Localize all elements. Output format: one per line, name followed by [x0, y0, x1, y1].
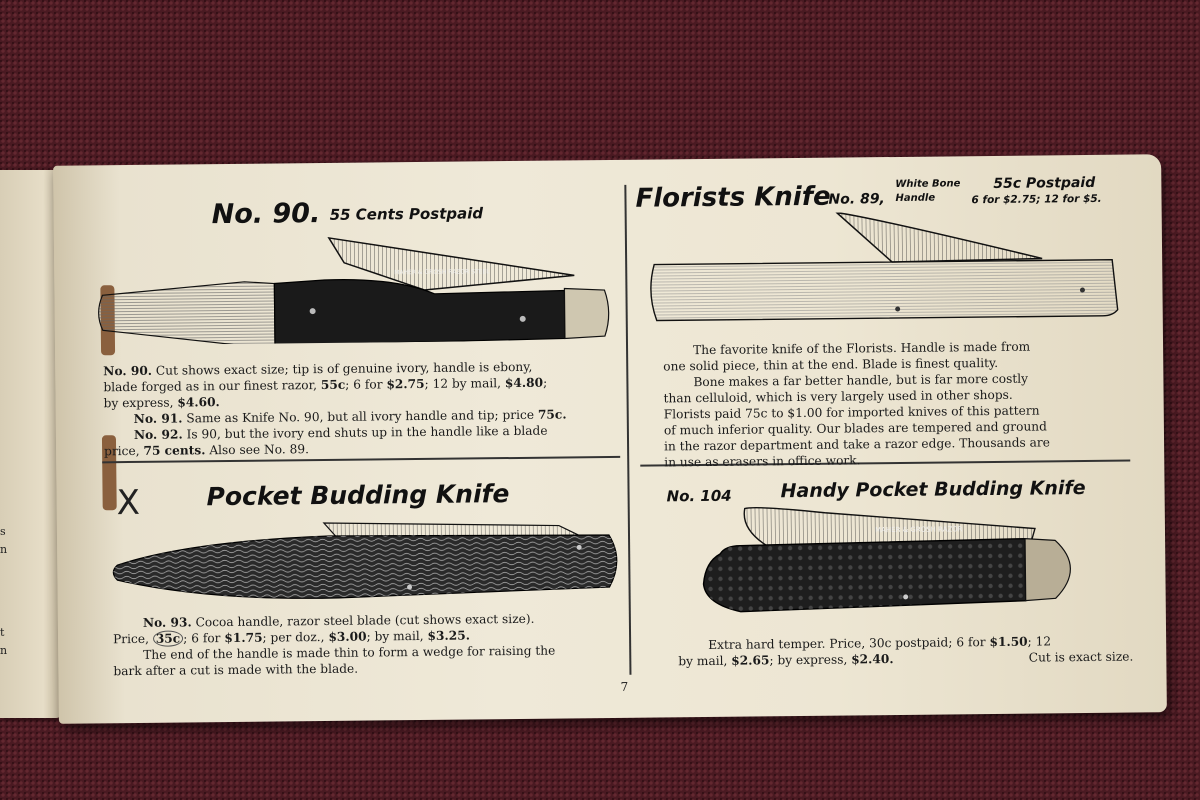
- no104-twelve: ; 12: [1027, 634, 1052, 649]
- no90-title: No. 90.: [211, 198, 321, 231]
- no90-twelve-by-mail: ; 12 by mail,: [424, 376, 502, 391]
- no93-by-mail: ; by mail,: [366, 628, 424, 644]
- no104-knife-image: [695, 500, 1096, 624]
- no89-description: [663, 338, 1134, 471]
- no90-num: No. 90.: [103, 363, 153, 379]
- no90-line1: Cut shows exact size; tip is of genuine ivory, handle is ebony,: [155, 359, 533, 378]
- no90-price-head: 55 Cents Postpaid: [329, 204, 484, 224]
- handwritten-x-mark: X: [116, 482, 141, 524]
- no93-price-six: $1.75: [224, 630, 263, 646]
- no89-line: in use as erasers in office work.: [664, 453, 861, 470]
- no93-line4: bark after a cut is made with the blade.: [113, 661, 359, 679]
- no104-price-express: $2.40.: [851, 652, 894, 667]
- no104-by-express: ; by express,: [769, 652, 848, 668]
- no92-price-label: price,: [104, 443, 140, 459]
- no93-price-mail: $3.25.: [427, 628, 470, 643]
- no104-exact-size: Cut is exact size.: [1028, 649, 1134, 665]
- no91-price: 75c.: [537, 407, 567, 422]
- no104-line1: Extra hard temper. Price, 30c postpaid; 6 for: [708, 635, 986, 652]
- no93-six-for: ; 6 for: [183, 631, 221, 646]
- left-page-fragment: n: [0, 543, 8, 556]
- no91-text: Same as Knife No. 90, but all ivory handle and tip; price: [186, 407, 535, 426]
- no90-knife-image: [94, 230, 615, 345]
- no89-line: The favorite knife of the Florists. Handle is made from: [693, 339, 1031, 358]
- no89-knife-image: [642, 210, 1123, 325]
- no89-number: No. 89,: [828, 191, 885, 208]
- no104-price-mail: $2.65: [731, 653, 770, 668]
- no104-description: [678, 633, 1133, 670]
- no93-per-doz: ; per doz.,: [262, 630, 325, 645]
- no89-handle-line2: Handle: [895, 192, 936, 204]
- no93-description: [113, 610, 629, 679]
- no90-blade-text: MAHER & GROSH RAZOR STEEL: [394, 268, 490, 277]
- left-page-edge: [0, 170, 62, 718]
- no90-by-express: by express,: [103, 395, 174, 411]
- no104-price-six: $1.50: [989, 634, 1028, 650]
- no89-title: Florists Knife: [635, 181, 831, 214]
- no93-knife-image: [109, 515, 630, 610]
- no89-line: in the razor department and take a razor edge. Thousands are: [664, 435, 1051, 454]
- no104-num: No. 104: [666, 486, 732, 506]
- no90-description: No. 90. Cut shows exact size; tip is of genuine ivory, handle is ebony, blade forged as in our finest razor, 55c; 6 for $2.75; 12 by mail, $4.80; by express, $4.60. No. 91. Same as Knife No. 90, but all ivory handle and tip; price 75c. No. 92. Is 90, but the ivory end shuts up in the handle like a blade price, 75 cents. Also see No. 89.: [103, 359, 567, 459]
- no104-by-mail: by mail,: [678, 653, 728, 669]
- no90-price-single: 55c: [320, 377, 346, 393]
- no93-price-doz: $3.00: [328, 629, 367, 644]
- no93-title: Pocket Budding Knife: [206, 479, 510, 512]
- left-page-fragment: s: [0, 525, 6, 538]
- no89-line: Florists paid 75c to $1.00 for imported knives of this pattern: [663, 403, 1040, 422]
- no90-six-for: ; 6 for: [345, 377, 383, 392]
- no93-line3: The end of the handle is made thin to form a wedge for raising the: [143, 643, 556, 662]
- no89-line: Bone makes a far better handle, but is far more costly: [693, 371, 1029, 390]
- no91-num: No. 91.: [133, 411, 183, 426]
- no93-price-single: 35c: [153, 630, 184, 646]
- no92-price: 75 cents.: [143, 443, 206, 458]
- no90-price-express: $4.60.: [177, 395, 220, 410]
- no89-price-sub: 6 for $2.75; 12 for $5.: [971, 192, 1102, 207]
- no89-line: one solid piece, thin at the end. Blade is finest quality.: [663, 355, 999, 374]
- no93-num: No. 93.: [142, 615, 192, 630]
- no93-price-label: Price,: [112, 631, 149, 647]
- no92-text: Is 90, but the ivory end shuts up in the handle like a blade: [186, 423, 548, 442]
- no89-handle-line1: White Bone: [895, 178, 961, 190]
- no90-line2: blade forged as in our finest razor,: [103, 378, 318, 395]
- no104-title: Handy Pocket Budding Knife: [780, 477, 1086, 503]
- page-number: 7: [620, 679, 629, 694]
- left-page-fragment: t: [0, 626, 5, 639]
- no92-see-also: Also see No. 89.: [209, 442, 309, 458]
- no90-price-twelve: $4.80: [504, 375, 544, 391]
- catalog-page: [53, 154, 1167, 724]
- no89-price-head: 55c Postpaid: [993, 174, 1096, 192]
- no104-blade-text: MAHER & GROSH RAZOR: [874, 525, 963, 535]
- no90-price-six: $2.75: [386, 376, 425, 392]
- left-page-fragment: n: [0, 644, 8, 657]
- no89-line: than celluloid, which is very largely used in other shops.: [663, 387, 1013, 406]
- no92-num: No. 92.: [133, 427, 183, 442]
- no89-line: of much inferior quality. Our blades are tempered and ground: [663, 419, 1047, 438]
- no93-line1: Cocoa handle, razor steel blade (cut shows exact size).: [195, 611, 535, 630]
